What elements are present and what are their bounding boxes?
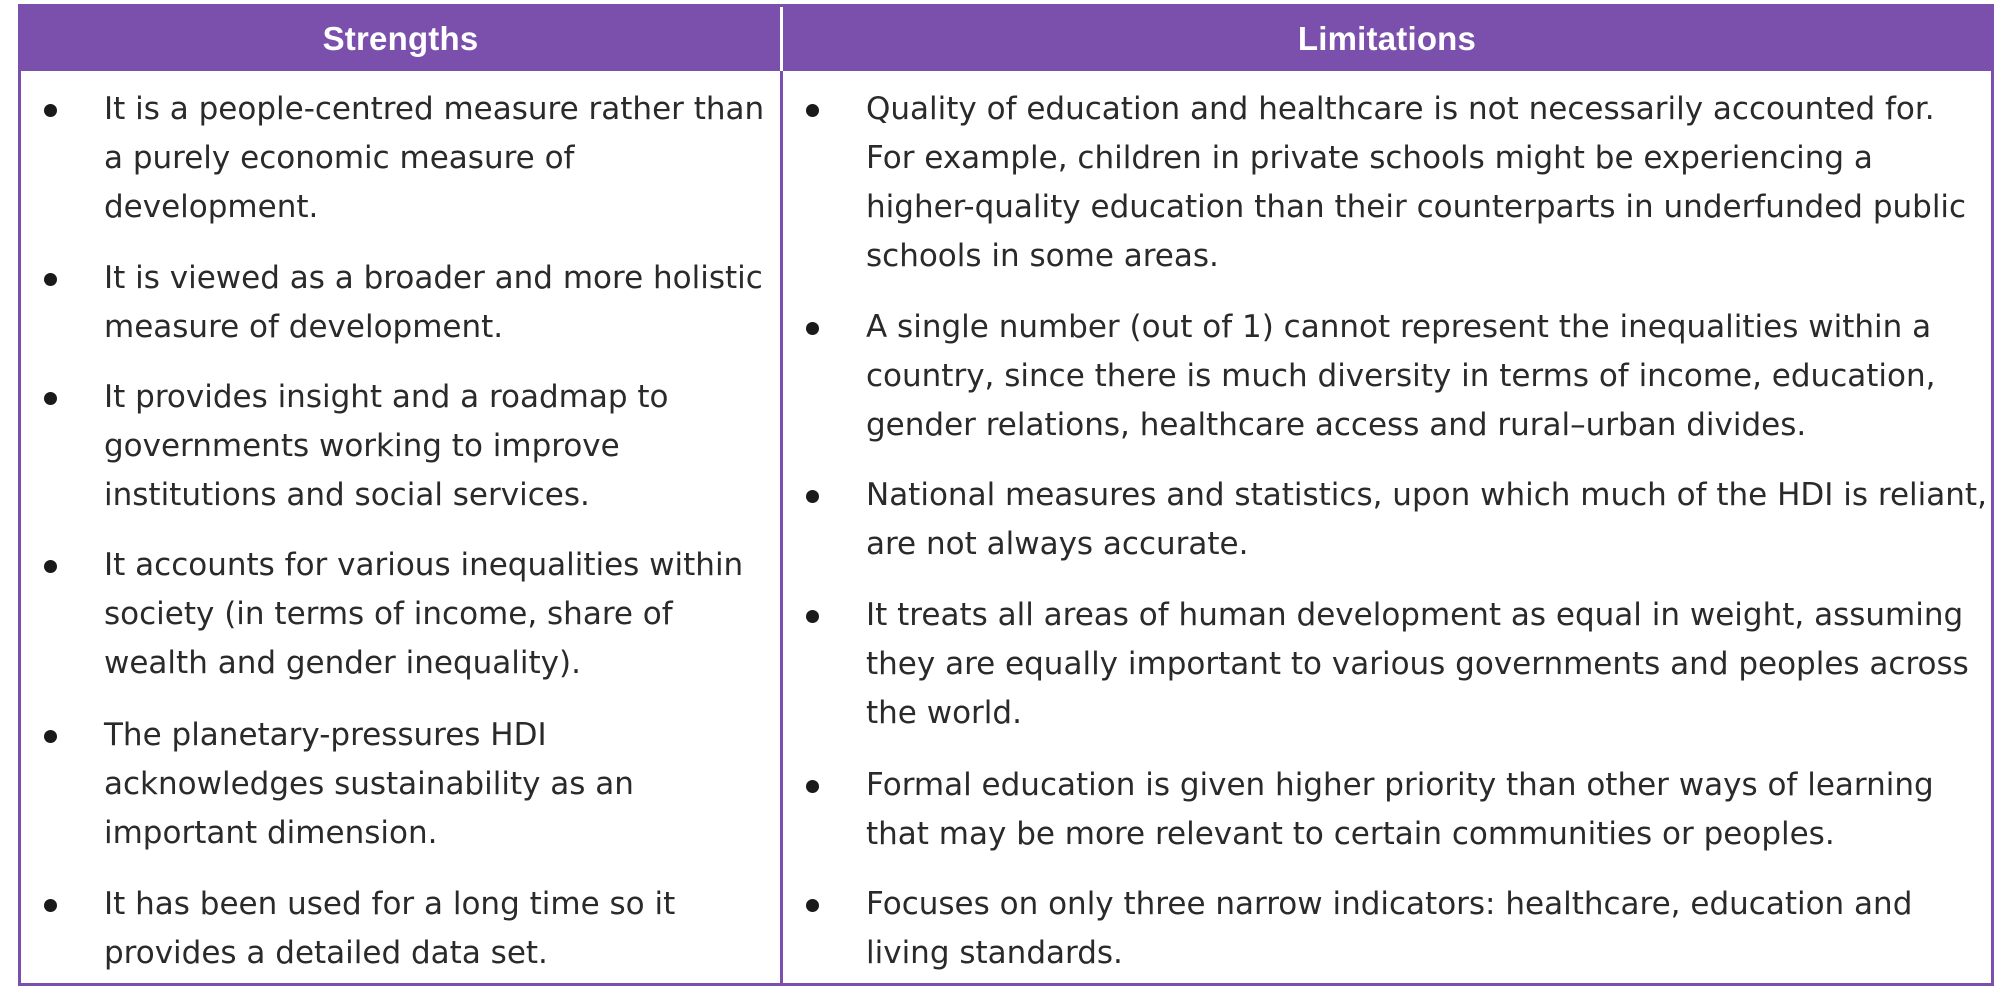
strength-text: It is viewed as a broader and more holistic measure of development.: [104, 260, 763, 345]
bullet-icon: [806, 322, 819, 335]
bullet-icon: [806, 610, 819, 623]
table-header: [21, 7, 1991, 71]
bullet-icon: [44, 392, 57, 405]
bullet-icon: [44, 104, 57, 117]
strengths-header: Strengths: [322, 20, 479, 57]
bullet-icon: [806, 104, 819, 117]
bullet-icon: [44, 273, 57, 286]
limitation-text: A single number (out of 1) cannot represent the inequalities within a country, since there is much diversity in terms of income, education, gender relations, healthcare access and rural–urban divides.: [866, 309, 1936, 443]
bullet-icon: [44, 560, 57, 573]
bullet-icon: [44, 730, 57, 743]
limitation-text: Formal education is given higher priority than other ways of learning that may be more relevant to certain communities or peoples.: [866, 767, 1934, 852]
limitations-header: Limitations: [1297, 20, 1477, 57]
limitation-text: Quality of education and healthcare is not necessarily accounted for. For example, children in private schools might be experiencing a higher-quality education than their counterparts in underfunded public schools in some areas.: [866, 91, 1967, 274]
bullet-icon: [44, 899, 57, 912]
column-divider: [780, 71, 783, 983]
strength-text: The planetary-pressures HDI acknowledges sustainability as an important dimension.: [104, 717, 634, 851]
limitation-text: It treats all areas of human development as equal in weight, assuming they are equally important to various governments and peoples across the world.: [866, 597, 1969, 731]
strength-text: It is a people-centred measure rather than a purely economic measure of development.: [104, 91, 765, 225]
strengths-limitations-table: [18, 4, 1994, 986]
bullet-icon: [806, 899, 819, 912]
strength-text: It accounts for various inequalities within society (in terms of income, share of wealth and gender inequality).: [104, 547, 744, 681]
bullet-icon: [806, 490, 819, 503]
strength-text: It has been used for a long time so it provides a detailed data set.: [104, 886, 676, 971]
strength-text: It provides insight and a roadmap to governments working to improve institutions and social services.: [104, 379, 669, 513]
limitation-text: Focuses on only three narrow indicators: healthcare, education and living standards.: [866, 886, 1913, 971]
bullet-icon: [806, 780, 819, 793]
limitation-text: National measures and statistics, upon which much of the HDI is reliant, are not always accurate.: [866, 477, 1987, 562]
